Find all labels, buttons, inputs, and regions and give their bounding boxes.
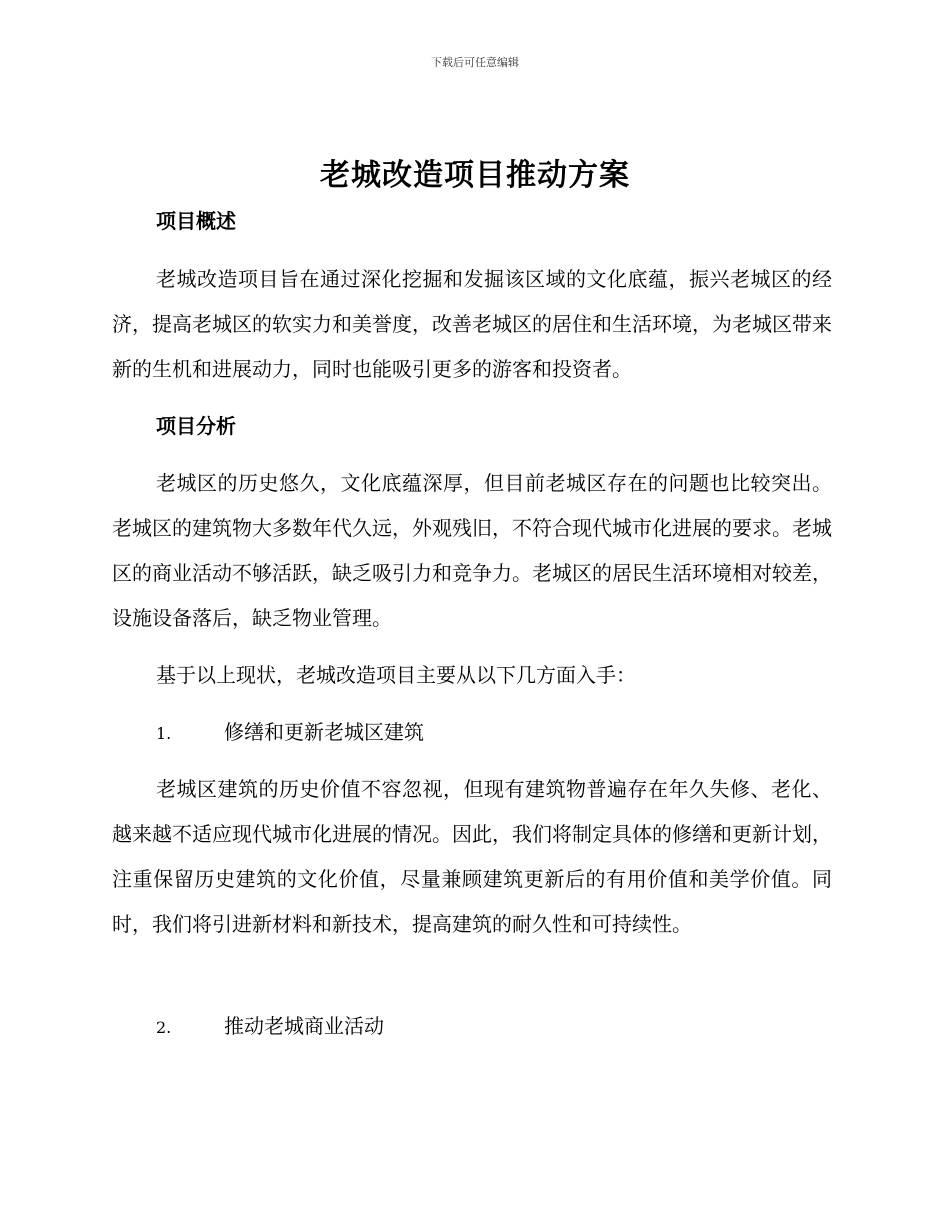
document-title: 老城改造项目推动方案 xyxy=(320,158,630,193)
list-number: 1. xyxy=(156,724,172,743)
list-item-text: 推动老城商业活动 xyxy=(224,1014,384,1038)
paragraph-building-renovation: 老城区建筑的历史价值不容忽视，但现有建筑物普遍存在年久失修、老化、越来越不适应现代城市化进展的情况。因此，我们将制定具体的修缮和更新计划，注重保留历史建筑的文化价值，尽量兼顾建筑更新后的有用价值和美学价值。同时，我们将引进新材料和新技术，提高建筑的耐久性和可持续性。 xyxy=(112,777,832,936)
list-item-2 xyxy=(112,1004,832,1050)
list-item-1 xyxy=(112,710,832,756)
header-note: 下载后可任意编辑 xyxy=(431,56,519,69)
list-number: 2. xyxy=(156,1018,172,1037)
paragraph-intro-list: 基于以上现状，老城改造项目主要从以下几方面入手： xyxy=(156,663,636,687)
list-item-text: 修缮和更新老城区建筑 xyxy=(224,720,424,744)
section-heading-analysis: 项目分析 xyxy=(156,414,236,438)
section-heading-overview: 项目概述 xyxy=(156,209,236,233)
paragraph-overview: 老城改造项目旨在通过深化挖掘和发掘该区域的文化底蕴，振兴老城区的经济，提高老城区的软实力和美誉度，改善老城区的居住和生活环境，为老城区带来新的生机和进展动力，同时也能吸引更多的游客和投资者。 xyxy=(112,267,832,381)
paragraph-analysis: 老城区的历史悠久，文化底蕴深厚，但目前老城区存在的问题也比较突出。老城区的建筑物大多数年代久远，外观残旧，不符合现代城市化进展的要求。老城区的商业活动不够活跃，缺乏吸引力和竞争力。老城区的居民生活环境相对较差，设施设备落后，缺乏物业管理。 xyxy=(112,471,832,630)
